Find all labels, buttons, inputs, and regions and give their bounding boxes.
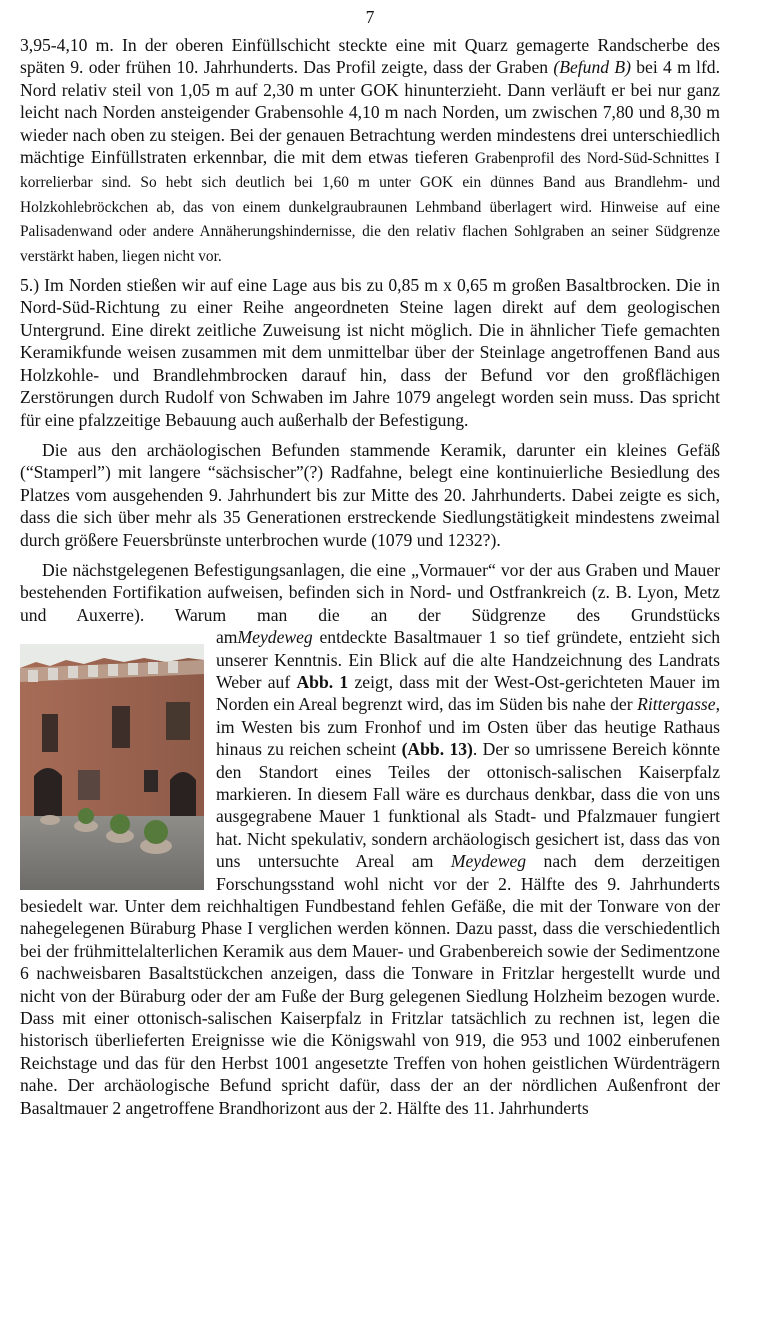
building-photo-icon <box>20 644 204 890</box>
paragraph-1-rest: bei 4 m lfd. Nord relativ steil von 1,05 m auf 2,30 m unter GOK hinunterzieht. Dann verläuft er bei nur ganz leicht nach Norden ansteigender Grabensohle 4,10 m nach Norden, um zwischen 7,80 und 8,30 m wieder nach oben zu steigen. Bei der genauen Betrachtung werden mindestens drei unterschiedlich mächtige Einfüllstraten erkennbar, die mit dem etwas tieferen <box>20 57 720 168</box>
paragraph-1-text: 3,95-4,10 m. In der oberen Einfüllschicht steckte eine mit Quarz gemagerte Randscherbe des späten 9. oder frühen 10. Jahrhunderts. Das Profil zeigte, dass der Graben <box>20 35 720 78</box>
paragraph-3: Die aus den archäologischen Befunden stammende Keramik, darunter ein kleines Gefäß (“Stamperl”) mit langere “sächsischer”(?) Radfahne, belegt eine kontinuierliche Besiedlung des Platzes vom ausgehenden 9. Jahrhundert bis zur Mitte des 20. Jahrhunderts. Dabei zeigte es sich, dass die sich über mehr als 35 Generationen erstreckende Siedlungstätigkeit mindestens zweimal durch größere Feuersbrünste unterbrochen wurde (1079 und 1232?). <box>20 439 720 550</box>
paragraph-4-b: entdeckte Basaltmauer 1 so tief gründete, entzieht sich unserer Kenntnis. Ein Blick auf die alte Handzeichnung des Landrats Weber auf <box>216 627 720 692</box>
paragraph-4-c: zeigt, dass mit der West-Ost-gerichteten Mauer im Norden ein Areal begrenzt wird, das im Süden bis nahe der <box>216 671 720 715</box>
document-page <box>20 0 720 1328</box>
abb-13-ref: (Abb. 13) <box>401 739 473 760</box>
rittergasse-label: Rittergasse <box>637 694 716 715</box>
paragraph-1 <box>20 34 720 268</box>
paragraph-2: 5.) Im Norden stießen wir auf eine Lage aus bis zu 0,85 m x 0,65 m großen Basaltbrocken. Die in Nord-Süd-Richtung zu einer Reihe angeordneten Steine lagen direkt auf dem geologischen Untergrund. Eine direkt zeitliche Zuweisung ist nicht möglich. Die in ähnlicher Tiefe gemachten Keramikfunde weisen zusammen mit dem unmittelbar über der Steinlage angetroffenen Band aus Holzkohle- und Brandlehmbrocken darauf hin, dass der Befund vor den großflächigen Zerstörungen durch Rudolf von Schwaben im Jahre 1079 angelegt worden sein muss. Das spricht für eine pfalzzeitige Bebauung auch außerhalb der Befestigung. <box>20 275 720 430</box>
meydeweg-label-2: Meydeweg <box>450 851 527 872</box>
abb-1-ref: Abb. 1 <box>296 671 349 692</box>
meydeweg-label: Meydeweg <box>237 627 313 648</box>
page-number: 7 <box>365 7 375 27</box>
befund-b-label: (Befund B) <box>553 57 631 78</box>
paragraph-4-e: . Der so umrissene Bereich könnte den Standort eines Teiles der ottonisch-salischen Kaiserpfalz markieren. In diesem Fall wäre es durchaus denkbar, dass die von uns ausgegrabene Mauer 1 funktional als Stadt- und Pfalzmauer fungiert hat. Nicht spekulativ, sondern archäologisch gesichert ist, dass das von uns untersuchte Areal am <box>216 739 720 872</box>
paragraph-4-f: nach dem derzeitigen Forschungsstand wohl nicht vor der 2. Hälfte des 9. Jahrhunderts besiedelt war. Unter dem reichhaltigen Fundbestand fehlen Gefäße, die mit der Tonware von der nahegelegenen Büraburg Phase I verglichen werden können. Dazu passt, dass die verschiedentlich bei der frühmittelalterlichen Keramik aus dem Mauer- und Grabenbereich sowie der Sedimentzone 6 nachweisbaren Basaltstückchen anzeigen, dass die Tonware in Fritzlar hergestellt wurde und nicht von der Büraburg oder der am Fuße der Burg gelegenen Siedlung Holzheim bezogen wurde. Dass mit einer ottonisch-salischen Kaiserpfalz in Fritzlar tatsächlich zu rechnen ist, legen die historisch überlieferten Ereignisse wie die Königswahl von 919, die 953 und 1002 einberufenen Reichstage und das für den Herbst 1001 angesetzte Treffen von hohen geistlichen Würdenträgern nahe. Der archäologische Befund spricht dafür, dass der an der nördlichen Außenfront der Basaltmauer 2 angetroffene Brandhorizont aus der 2. Hälfte des 11. Jahrhunderts <box>20 851 721 1118</box>
paragraph-4 <box>20 559 720 1119</box>
paragraph-1-small: Grabenprofil des Nord-Süd-Schnittes I korrelierbar sind. So hebt sich deutlich bei 1,60 m unter GOK ein dünnes Band aus Brandlehm- und Holzkohlebröckchen ab, das von einem dunkelgraubraunen Lehmband überlagert wird. Hinweise auf eine Palisadenwand oder andere Annäherungshindernisse, die den relativ flachen Sohlgraben an seiner Südgrenze verstärkt haben, liegen nicht vor. <box>20 150 720 265</box>
paragraph-4-a: Die nächstgelegenen Befestigungsanlagen, die eine „Vormauer“ vor der aus Graben und Mauer bestehenden Fortifikation aufweisen, befinden sich in Nord- und Ostfrankreich (z. B. Lyon, Metz und Auxerre). Warum man die an der Südgrenze des Grundstücks am <box>20 559 720 648</box>
building-photo <box>20 644 204 890</box>
paragraph-4-d: , im Westen bis zum Fronhof und im Osten über das heutige Rathaus hinaus zu reichen scheint <box>216 694 720 760</box>
